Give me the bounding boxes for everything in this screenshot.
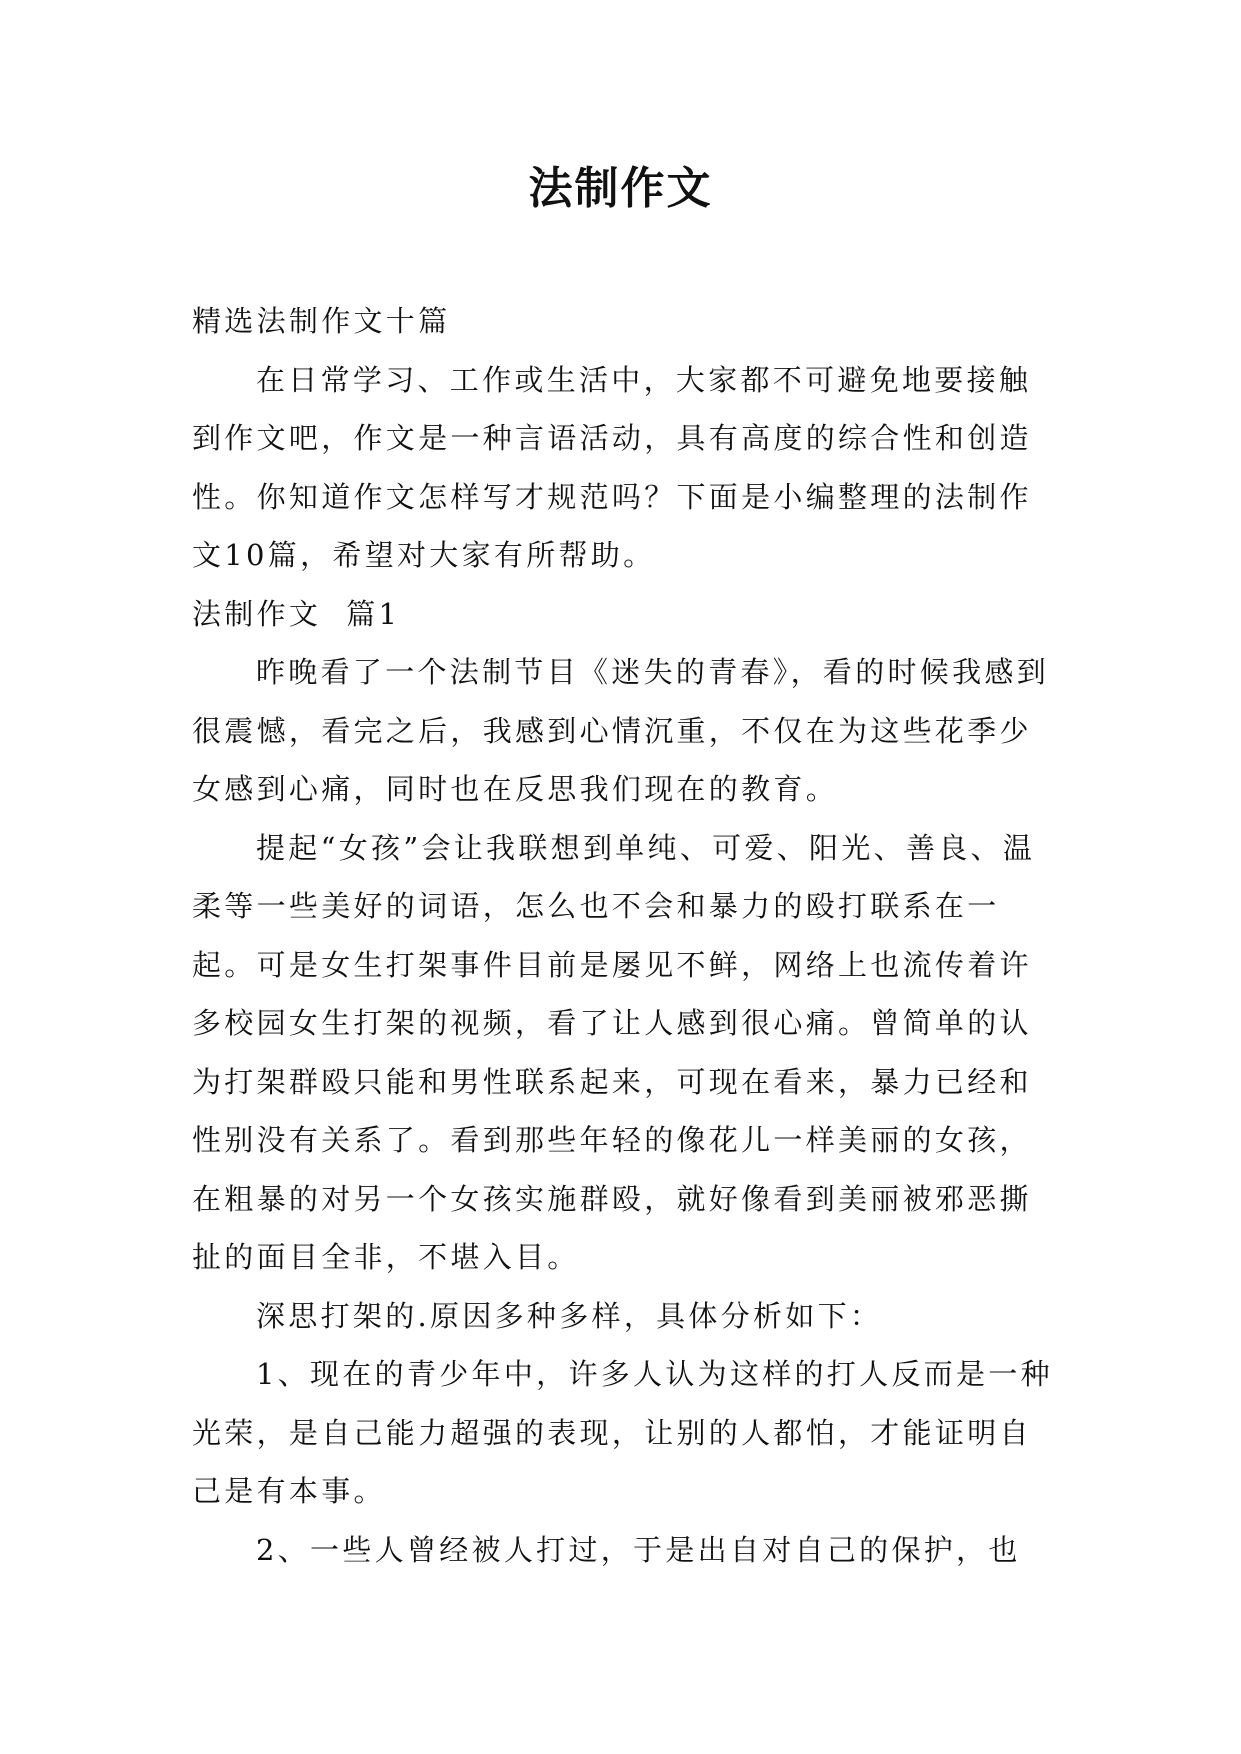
body-paragraph: 提起“女孩”会让我联想到单纯、可爱、阳光、善良、温柔等一些美好的词语，怎么也不会和暴力的殴打联系在一起。可是女生打架事件目前是屡见不鲜，网络上也流传着许多校园女生打架的视频，看了让人感到很心痛。曾简单的认为打架群殴只能和男性联系起来，可现在看来，暴力已经和性别没有关系了。看到那些年轻的像花儿一样美丽的女孩，在粗暴的对另一个女孩实施群殴，就好像看到美丽被邪恶撕扯的面目全非，不堪入目。: [192, 830, 1036, 1274]
intro-paragraph: 在日常学习、工作或生活中，大家都不可避免地要接触到作文吧，作文是一种言语活动，具有高度的综合性和创造性。你知道作文怎样写才规范吗？下面是小编整理的法制作文10篇，希望对大家有所帮助。: [192, 362, 1032, 572]
document-body: [192, 292, 1054, 1579]
body-paragraph: 2、一些人曾经被人打过，于是出自对自己的保护，也: [256, 1532, 1021, 1567]
body-paragraph: 1、现在的青少年中，许多人认为这样的打人反而是一种光荣，是自己能力超强的表现，让别的人都怕，才能证明自己是有本事。: [192, 1357, 1053, 1508]
section-heading: 法制作文 篇1: [192, 596, 401, 631]
document-title: 法制作文: [528, 163, 713, 214]
body-paragraph: 昨晚看了一个法制节目《迷失的青春》，看的时候我感到很震憾，看完之后，我感到心情沉重，不仅在为这些花季少女感到心痛，同时也在反思我们现在的教育。: [192, 655, 1050, 806]
body-paragraph: 深思打架的.原因多种多样，具体分析如下：: [256, 1298, 883, 1333]
collection-subtitle: 精选法制作文十篇: [192, 304, 451, 338]
